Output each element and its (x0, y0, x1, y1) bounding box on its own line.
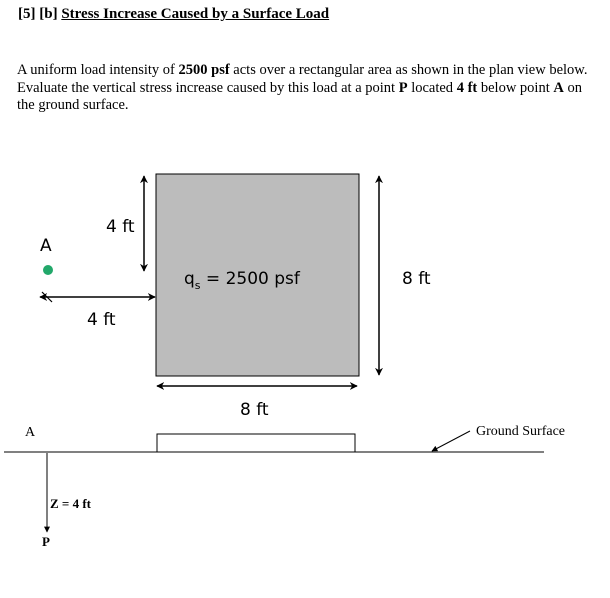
plan-view (40, 174, 431, 420)
horizontal-offset-label: 4 ft (87, 310, 116, 330)
load-intensity-value: 2500 psf (178, 62, 230, 78)
plan-point-a-label: A (40, 236, 52, 256)
section-point-p-label: P (42, 534, 50, 549)
load-intensity-label: $q_s = 2500$ psf (184, 269, 300, 292)
ground-surface-label: Ground Surface (476, 424, 566, 439)
depth-value: 4 ft (456, 79, 478, 96)
width-dimension-label: 8 ft (240, 400, 269, 420)
problem-text-3: located (407, 79, 457, 96)
problem-number: [5] [b] (18, 6, 58, 22)
problem-text-5: on the ground surface. (17, 79, 582, 113)
section-point-a-label: A (25, 425, 36, 440)
point-a-ref: A (553, 79, 564, 96)
problem-title: Stress Increase Caused by a Surface Load (61, 6, 330, 22)
point-a-marker (43, 265, 53, 275)
depth-label: Z = 4 ft (50, 496, 91, 511)
problem-text-1: A uniform load intensity of (17, 62, 179, 78)
footing-section (157, 434, 355, 452)
vertical-offset-label: 4 ft (106, 217, 135, 237)
problem-text-4: below point (477, 79, 554, 96)
ground-surface-leader (432, 431, 470, 451)
problem-text-2: acts over a rectangular area as shown in the plan view below. Evaluate the vertical stress increase caused by this load at a point (17, 62, 588, 96)
height-dimension-label: 8 ft (402, 269, 431, 289)
point-p-ref: P (398, 79, 408, 96)
section-view (4, 424, 565, 549)
